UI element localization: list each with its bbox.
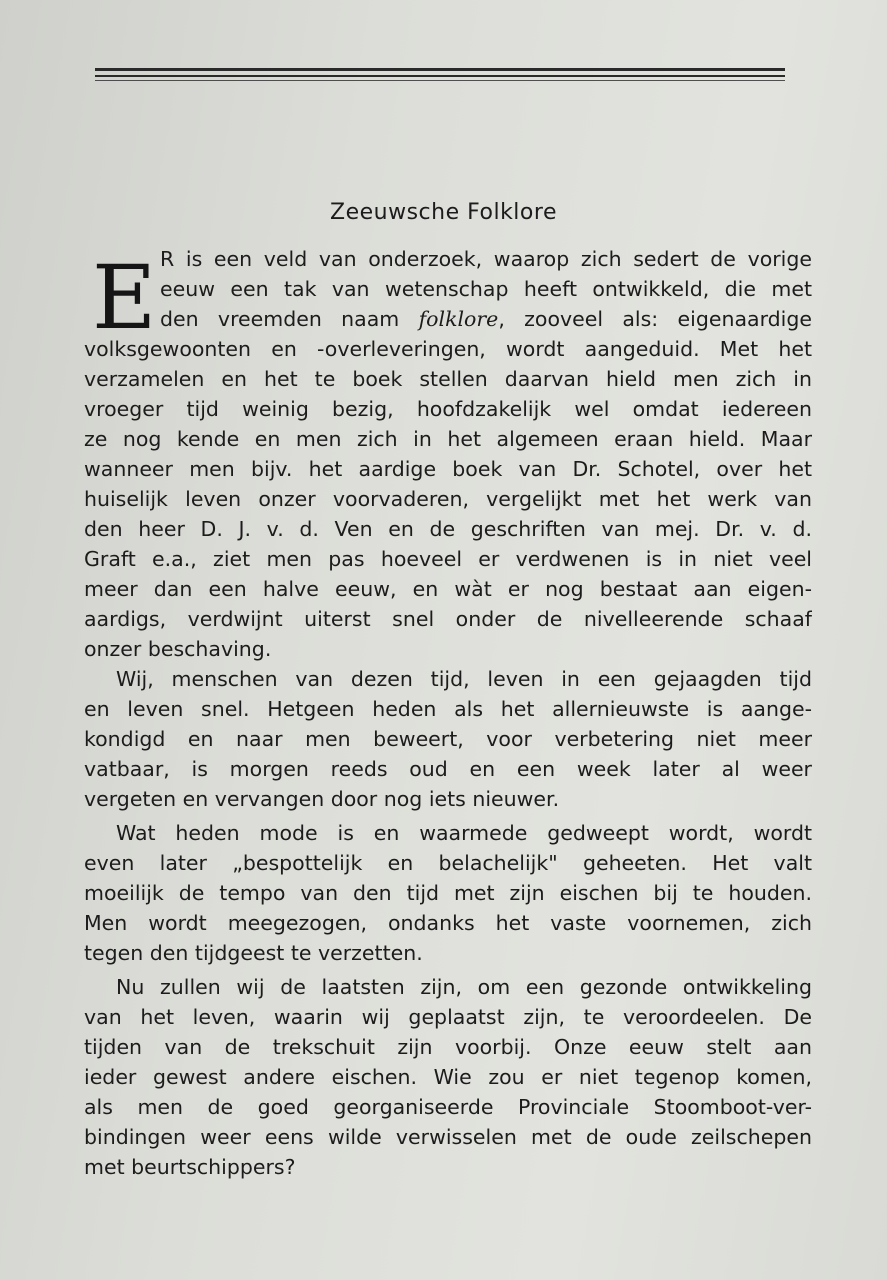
text-line: en leven snel. Hetgeen heden als het allernieuwste is aange-	[84, 697, 812, 721]
text-line: Wij, menschen van dezen tijd, leven in een gejaagden tijd	[116, 667, 812, 691]
text-line: tijden van de trekschuit zijn voorbij. Onze eeuw stelt aan	[84, 1035, 812, 1059]
text-line: den vreemden naam folklore, zooveel als: eigenaardige	[160, 307, 812, 331]
drop-cap: E	[92, 246, 157, 349]
text-line: Nu zullen wij de laatsten zijn, om een gezonde ontwikkeling	[116, 975, 812, 999]
page-title: Zeeuwsche Folklore	[330, 200, 557, 225]
text-line: den heer D. J. v. d. Ven en de geschriften van mej. Dr. v. d.	[84, 517, 812, 541]
text-line: bindingen weer eens wilde verwisselen met de oude zeilschepen	[84, 1125, 812, 1149]
text-line: ze nog kende en men zich in het algemeen eraan hield. Maar	[84, 427, 812, 451]
text-line: met beurtschippers?	[84, 1155, 296, 1179]
text-line: kondigd en naar men beweert, voor verbetering niet meer	[84, 727, 812, 751]
top-rule	[95, 68, 785, 71]
text-line: vroeger tijd weinig bezig, hoofdzakelijk wel omdat iedereen	[84, 397, 812, 421]
text-line: verzamelen en het te boek stellen daarvan hield men zich in	[84, 367, 812, 391]
text-line: tegen den tijdgeest te verzetten.	[84, 941, 423, 965]
text-line: van het leven, waarin wij geplaatst zijn, te veroordeelen. De	[84, 1005, 812, 1029]
top-rule	[95, 75, 785, 77]
text-line: huiselijk leven onzer voorvaderen, vergelijkt met het werk van	[84, 487, 812, 511]
text-line: wanneer men bijv. het aardige boek van Dr. Schotel, over het	[84, 457, 812, 481]
text-line: moeilijk de tempo van den tijd met zijn eischen bij te houden.	[84, 881, 812, 905]
text-line: R is een veld van onderzoek, waarop zich sedert de vorige	[160, 247, 812, 271]
text-line: Graft e.a., ziet men pas hoeveel er verdwenen is in niet veel	[84, 547, 812, 571]
text-line: eeuw een tak van wetenschap heeft ontwikkeld, die met	[160, 277, 812, 301]
text-line: Wat heden mode is en waarmede gedweept wordt, wordt	[116, 821, 812, 845]
top-rule	[95, 80, 785, 81]
text-line: Men wordt meegezogen, ondanks het vaste voornemen, zich	[84, 911, 812, 935]
text-line: vatbaar, is morgen reeds oud en een week later al weer	[84, 757, 812, 781]
text-line: meer dan een halve eeuw, en wàt er nog bestaat aan eigen-	[84, 577, 812, 601]
text-line: ieder gewest andere eischen. Wie zou er niet tegenop komen,	[84, 1065, 812, 1089]
text-line: even later „bespottelijk en belachelijk" geheeten. Het valt	[84, 851, 812, 875]
text-line: vergeten en vervangen door nog iets nieuwer.	[84, 787, 560, 811]
text-line: onzer beschaving.	[84, 637, 272, 661]
text-line: aardigs, verdwijnt uiterst snel onder de nivelleerende schaaf	[84, 607, 812, 631]
text-line: als men de goed georganiseerde Provinciale Stoomboot-ver-	[84, 1095, 812, 1119]
text-line: volksgewoonten en -overleveringen, wordt aangeduid. Met het	[84, 337, 812, 361]
